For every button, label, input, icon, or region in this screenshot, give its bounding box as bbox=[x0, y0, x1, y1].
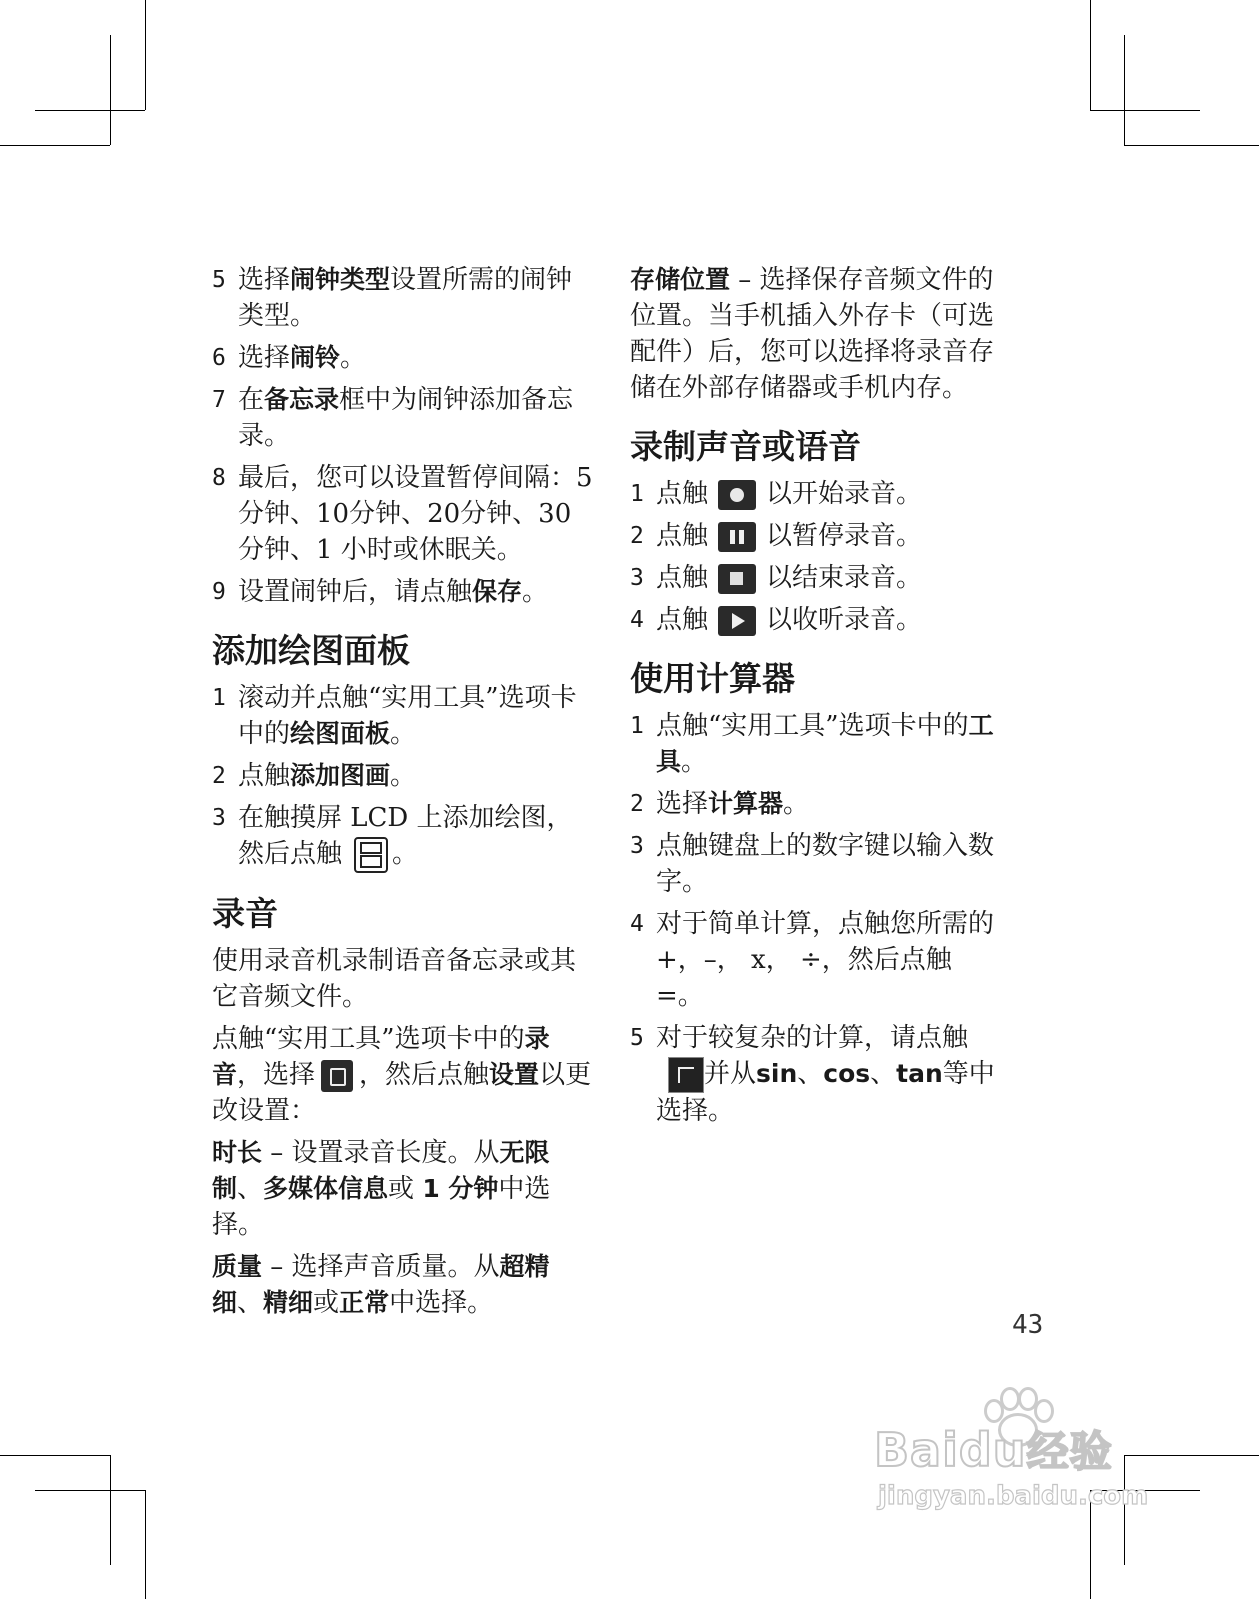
bold-term: sin bbox=[756, 1059, 798, 1088]
step-item bbox=[212, 758, 597, 794]
step-number: 2 bbox=[630, 791, 644, 817]
step-text bbox=[656, 786, 1005, 822]
text-run: 以结束录音。 bbox=[766, 563, 923, 593]
drawing-pad-steps bbox=[212, 680, 597, 873]
step-item bbox=[630, 560, 1005, 596]
step-number: 3 bbox=[630, 833, 644, 859]
bold-term: 绘图面板 bbox=[290, 719, 391, 748]
step-text bbox=[656, 560, 1005, 596]
step-item bbox=[630, 786, 1005, 822]
text-run: 点触“实用工具”选项卡中的 bbox=[212, 1024, 525, 1054]
crop-mark bbox=[1090, 0, 1091, 110]
text-run: 中选择。 bbox=[212, 1174, 551, 1240]
text-run: 点触 bbox=[656, 521, 709, 551]
text-run: 选择 bbox=[238, 343, 291, 373]
bold-term: 设置 bbox=[489, 1060, 540, 1089]
text-run: 对于较复杂的计算，请点触 bbox=[656, 1023, 969, 1053]
bold-term: 精细 bbox=[263, 1288, 314, 1317]
pause-icon bbox=[718, 522, 756, 552]
step-number: 5 bbox=[630, 1025, 644, 1051]
text-run: 设置闹钟后，请点触 bbox=[238, 577, 473, 607]
text-run: 以暂停录音。 bbox=[766, 521, 923, 551]
step-number: 7 bbox=[212, 387, 226, 413]
step-item bbox=[630, 828, 1005, 900]
text-run: 。 bbox=[390, 719, 417, 749]
text-run: – 选择保存音频文件的位置。当手机插入外存卡（可选配件）后，您可以选择将录音存储在外部存储器或手机内存。 bbox=[630, 265, 995, 403]
text-run: 使用录音机录制语音备忘录或其它音频文件。 bbox=[212, 946, 577, 1012]
bold-term: 录音 bbox=[212, 1024, 550, 1089]
step-item bbox=[630, 476, 1005, 512]
bold-term: 添加图画 bbox=[290, 761, 391, 790]
step-number: 3 bbox=[212, 805, 226, 831]
bold-term: 备忘录 bbox=[264, 385, 340, 414]
text-run: 最后，您可以设置暂停间隔：5 分钟、10分钟、20分钟、30 分钟、1 小时或休眠关。 bbox=[238, 463, 593, 565]
text-run: 在触摸屏 LCD 上添加绘图，然后点触 bbox=[238, 803, 573, 869]
text-run: 。 bbox=[340, 343, 367, 373]
step-number: 1 bbox=[630, 481, 644, 507]
step-text bbox=[238, 800, 597, 873]
text-run: 或 bbox=[313, 1288, 340, 1318]
text-run: 以开始录音。 bbox=[766, 479, 923, 509]
step-text bbox=[656, 1020, 1005, 1129]
step-number: 2 bbox=[212, 763, 226, 789]
bold-term: 闹铃 bbox=[290, 343, 341, 372]
text-run: 。 bbox=[392, 839, 419, 869]
section-heading-drawing-pad: 添加绘图面板 bbox=[212, 631, 410, 670]
text-run: 点触 bbox=[656, 605, 709, 635]
crop-mark bbox=[110, 1455, 111, 1565]
text-run: 、 bbox=[237, 1288, 264, 1318]
text-run: 选择 bbox=[656, 789, 709, 819]
step-text bbox=[656, 708, 1005, 780]
text-run: 以收听录音。 bbox=[766, 605, 923, 635]
step-text bbox=[656, 906, 1005, 1014]
left-column bbox=[212, 262, 597, 1327]
storage-paragraphs bbox=[630, 262, 1005, 406]
text-run: 点触“实用工具”选项卡中的 bbox=[656, 711, 969, 741]
bold-term: 1 分钟 bbox=[422, 1174, 499, 1203]
step-item bbox=[212, 382, 597, 454]
text-run: 点触键盘上的数字键以输入数字。 bbox=[656, 831, 995, 897]
step-number: 5 bbox=[212, 267, 226, 293]
text-run: 。 bbox=[681, 747, 708, 777]
bold-term: 正常 bbox=[339, 1288, 390, 1317]
crop-mark bbox=[0, 1455, 110, 1456]
crop-mark bbox=[145, 1490, 146, 1599]
text-run: 以更改设置： bbox=[212, 1060, 592, 1126]
step-number: 2 bbox=[630, 523, 644, 549]
text-run: 中选择。 bbox=[389, 1288, 494, 1318]
text-run: 等中选择。 bbox=[656, 1059, 995, 1126]
crop-mark bbox=[1124, 145, 1259, 146]
text-run: 设置所需的闹钟类型。 bbox=[238, 265, 573, 331]
step-number: 1 bbox=[630, 713, 644, 739]
menu-icon bbox=[321, 1060, 353, 1092]
text-run: ，选择 bbox=[237, 1060, 316, 1090]
bold-term: 质量 bbox=[212, 1252, 263, 1281]
bold-term: 无限制 bbox=[212, 1138, 550, 1203]
crop-mark bbox=[35, 1490, 145, 1491]
step-item bbox=[212, 680, 597, 752]
text-run: ，然后点触 bbox=[359, 1060, 490, 1090]
step-number: 6 bbox=[212, 345, 226, 371]
step-item bbox=[212, 800, 597, 873]
text-run: 、 bbox=[237, 1174, 264, 1204]
step-number: 4 bbox=[630, 607, 644, 633]
step-item bbox=[212, 262, 597, 334]
right-column bbox=[630, 262, 1005, 1135]
baidu-jingyan-watermark bbox=[872, 1385, 1172, 1525]
bold-term: 超精细 bbox=[212, 1252, 550, 1317]
step-number: 9 bbox=[212, 579, 226, 605]
step-item bbox=[212, 340, 597, 376]
step-text bbox=[656, 476, 1005, 512]
step-text bbox=[238, 574, 597, 610]
step-text bbox=[656, 602, 1005, 638]
text-run: 。 bbox=[783, 789, 810, 819]
text-run: 点触 bbox=[656, 479, 709, 509]
save-icon bbox=[354, 837, 388, 873]
section-heading-record-voice: 录制声音或语音 bbox=[630, 427, 861, 466]
text-run: 框中为闹钟添加备忘录。 bbox=[238, 385, 574, 451]
calculator-steps bbox=[630, 708, 1005, 1129]
page-number: 43 bbox=[1012, 1310, 1044, 1340]
step-item bbox=[630, 518, 1005, 554]
bold-term: 存储位置 bbox=[630, 265, 731, 294]
step-item bbox=[212, 574, 597, 610]
crop-mark bbox=[1124, 35, 1125, 145]
step-text bbox=[238, 460, 597, 568]
step-item bbox=[630, 1020, 1005, 1129]
watermark-url: jingyan.baidu.com bbox=[878, 1481, 1149, 1511]
bold-term: tan bbox=[896, 1059, 943, 1088]
text-run: 对于简单计算，点触您所需的 +，–， x， ÷，然后点触 =。 bbox=[656, 909, 995, 1011]
crop-mark bbox=[0, 145, 110, 146]
recorder-paragraphs bbox=[212, 943, 597, 1321]
step-number: 4 bbox=[630, 911, 644, 937]
text-run: 选择 bbox=[238, 265, 291, 295]
bold-term: 保存 bbox=[472, 577, 523, 606]
step-number: 1 bbox=[212, 685, 226, 711]
text-run: 。 bbox=[522, 577, 549, 607]
text-run: 并从 bbox=[704, 1059, 757, 1089]
step-text bbox=[238, 340, 597, 376]
paragraph bbox=[212, 1249, 597, 1321]
record-voice-steps bbox=[630, 476, 1005, 638]
bold-term: 时长 bbox=[212, 1138, 263, 1167]
text-run: 、 bbox=[797, 1059, 824, 1089]
bold-term: 闹钟类型 bbox=[290, 265, 391, 294]
step-text bbox=[238, 680, 597, 752]
record-icon bbox=[718, 480, 756, 510]
paragraph bbox=[630, 262, 1005, 406]
paragraph bbox=[212, 943, 597, 1015]
bold-term: 计算器 bbox=[708, 789, 784, 818]
crop-mark bbox=[145, 0, 146, 110]
section-heading-calculator: 使用计算器 bbox=[630, 659, 795, 698]
step-text bbox=[238, 262, 597, 334]
step-item bbox=[630, 708, 1005, 780]
text-run: 点触 bbox=[656, 563, 709, 593]
bold-term: 工具 bbox=[656, 711, 994, 776]
watermark-brand: Baidu经验 bbox=[874, 1423, 1113, 1477]
bold-term: 多媒体信息 bbox=[263, 1174, 389, 1203]
crop-mark bbox=[110, 35, 111, 145]
text-run: 在 bbox=[238, 385, 265, 415]
paragraph bbox=[212, 1135, 597, 1243]
step-number: 8 bbox=[212, 465, 226, 491]
step-item bbox=[630, 906, 1005, 1014]
step-text bbox=[238, 758, 597, 794]
crop-mark bbox=[35, 110, 145, 111]
play-icon bbox=[718, 606, 756, 636]
section-heading-recorder: 录音 bbox=[212, 894, 278, 933]
alarm-steps bbox=[212, 262, 597, 610]
step-text bbox=[656, 518, 1005, 554]
function-icon bbox=[668, 1057, 704, 1093]
text-run: 。 bbox=[390, 761, 417, 791]
paragraph bbox=[212, 1021, 597, 1129]
text-run: 点触 bbox=[238, 761, 291, 791]
bold-term: cos bbox=[823, 1059, 871, 1088]
text-run: 或 bbox=[388, 1174, 423, 1204]
text-run: – 选择声音质量。从 bbox=[262, 1252, 500, 1282]
text-run: 、 bbox=[870, 1059, 897, 1089]
text-run: – 设置录音长度。从 bbox=[262, 1138, 500, 1168]
step-item bbox=[630, 602, 1005, 638]
step-text bbox=[656, 828, 1005, 900]
stop-icon bbox=[718, 564, 756, 594]
step-number: 3 bbox=[630, 565, 644, 591]
crop-mark bbox=[1090, 110, 1200, 111]
text-run: 滚动并点触“实用工具”选项卡中的 bbox=[238, 683, 577, 749]
step-item bbox=[212, 460, 597, 568]
step-text bbox=[238, 382, 597, 454]
